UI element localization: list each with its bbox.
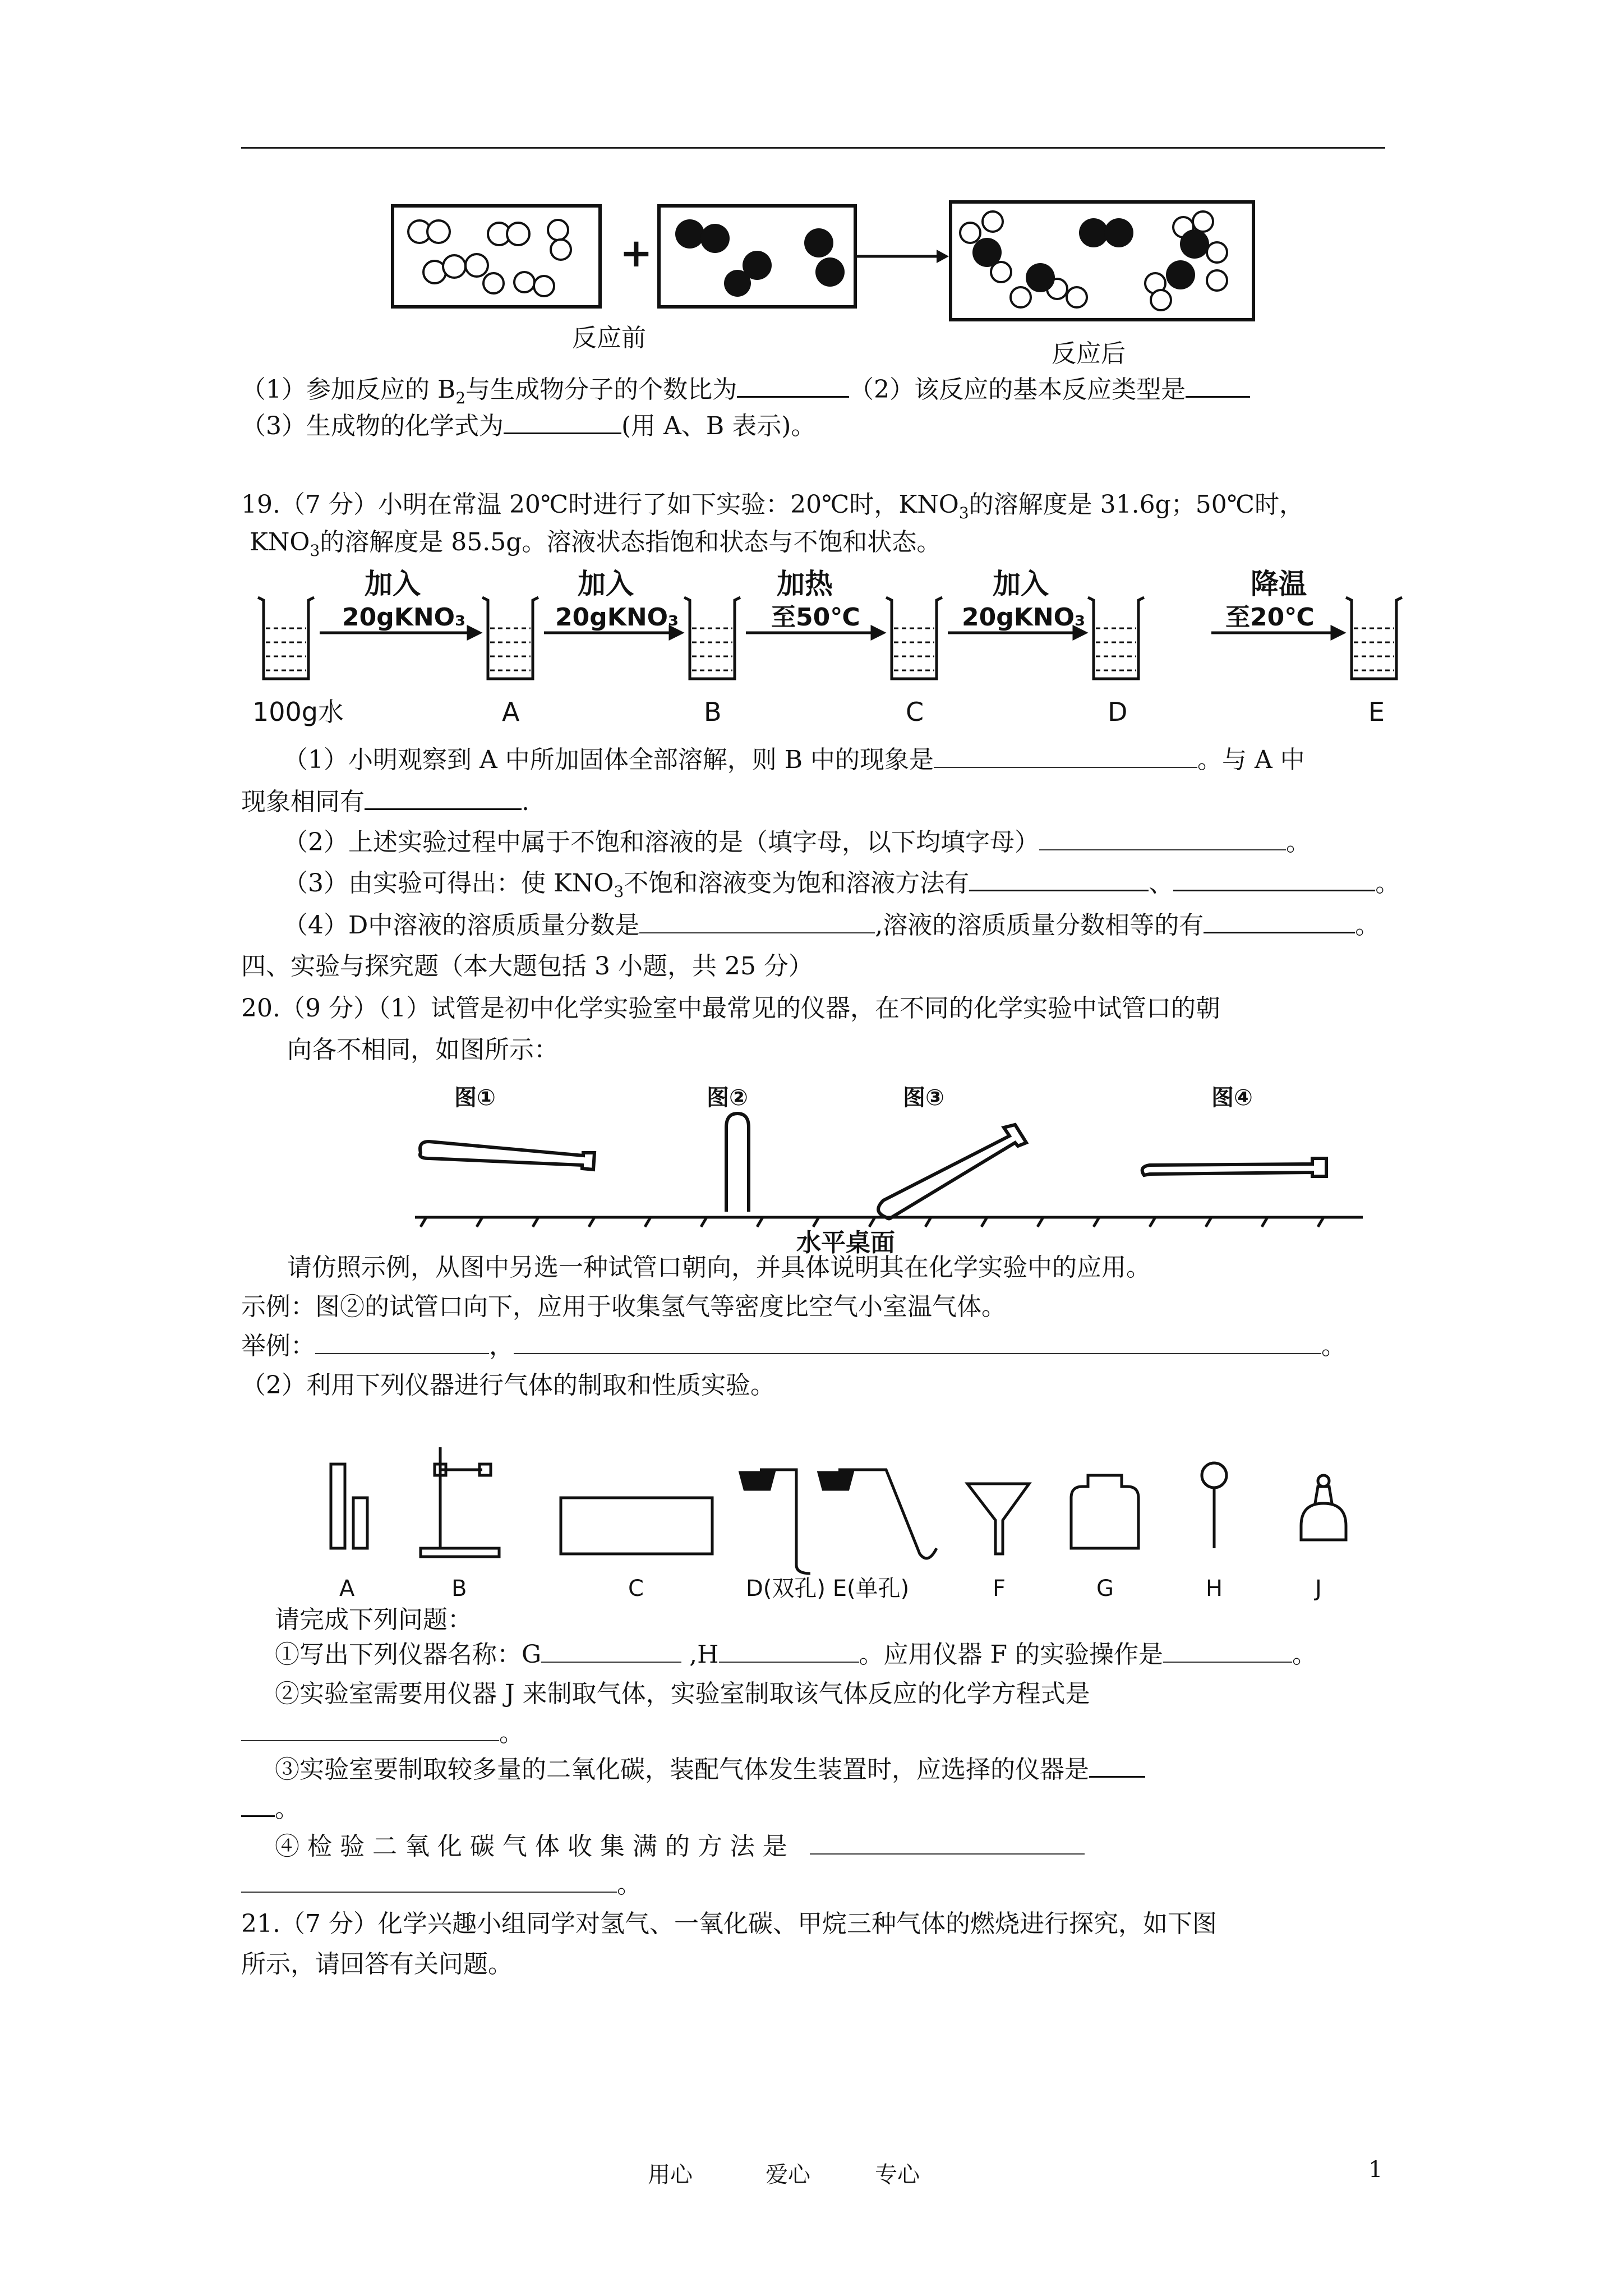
footer-motto-2: 爱心: [766, 2162, 810, 2188]
label-before: 反应前: [572, 324, 646, 352]
apparatus-c-trough: [561, 1498, 712, 1554]
step2-top: 加入: [578, 568, 634, 600]
q19-blank-method2[interactable]: [1173, 890, 1375, 891]
q20-answer: 举例： ， 。: [241, 1332, 1346, 1360]
q18-line1: （1）参加反应的 $B_2$与生成物分子的个数比为 （2）该反应的基本反应类型是: [241, 373, 1250, 415]
q19-s1-line1: （1）小明观察到 A 中所加固体全部溶解，则 B 中的现象是 。与 A 中: [283, 746, 1305, 774]
section-4-heading: 四、实验与探究题（本大题包括 3 小题，共 25 分）: [241, 952, 813, 981]
beaker-label-e: E: [1368, 697, 1385, 727]
step4-bottom: 20gKNO₃: [962, 603, 1086, 632]
apparatus-b-stand: [421, 1447, 499, 1557]
beaker-liquid: [266, 628, 1394, 670]
apparatus-label-a: A: [339, 1576, 355, 1602]
label-after: 反应后: [1052, 339, 1126, 367]
fig4-label: 图④: [1211, 1085, 1253, 1111]
q20-blank-equation[interactable]: [241, 1740, 499, 1741]
q18-blank-type[interactable]: [1186, 396, 1250, 398]
q20-blank-h-name[interactable]: [719, 1662, 859, 1663]
apparatus-label-c: C: [628, 1576, 644, 1602]
q19-blank-b-phenomenon[interactable]: [934, 767, 1197, 768]
test-tube-figure: [415, 1080, 1368, 1265]
beaker-label-water: 100g水: [252, 697, 344, 727]
q20-blank-f-operation[interactable]: [1163, 1662, 1292, 1663]
reaction-figure: [387, 199, 1262, 367]
q19-blank-mass-fraction[interactable]: [639, 932, 875, 933]
q19-s2: （2）上述实验过程中属于不饱和溶液的是（填字母，以下均填字母） 。: [283, 828, 1311, 857]
beaker-label-d: D: [1108, 697, 1128, 727]
q19-s3: （3）由实验可得出：使 $KNO_3$不饱和溶液变为饱和溶液方法有 、 。: [283, 869, 1400, 901]
q20-blank-apparatus-part2[interactable]: [241, 1815, 275, 1817]
q21-stem-line1: 21.（7 分）化学兴趣小组同学对氢气、一氧化碳、甲烷三种气体的燃烧进行探究，如下图: [241, 1910, 1217, 1938]
q20-complete: 请完成下列问题：: [275, 1605, 472, 1634]
apparatus-label-f: F: [993, 1576, 1006, 1602]
apparatus-label-b: B: [451, 1576, 467, 1602]
q21-stem-line2: 所示，请回答有关问题。: [241, 1950, 513, 1978]
apparatus-g-bottle: [1071, 1475, 1138, 1548]
tube-fig2: [726, 1114, 749, 1212]
table-label: 水平桌面: [796, 1228, 895, 1257]
apparatus-f-funnel: [967, 1484, 1029, 1554]
step1-bottom: 20gKNO₃: [342, 603, 466, 632]
q20-item2-line1: ②实验室需要用仪器 J 来制取气体，实验室制取该气体反应的化学方程式是: [275, 1680, 1090, 1708]
page-number: 1: [1368, 2157, 1383, 2183]
q20-item3-line1: ③实验室要制取较多量的二氧化碳，装配气体发生装置时，应选择的仪器是: [275, 1753, 1145, 1787]
fig2-label: 图②: [707, 1085, 748, 1111]
beaker-label-c: C: [906, 697, 924, 727]
beaker-label-b: B: [704, 697, 722, 727]
step5-top: 降温: [1251, 568, 1307, 600]
step3-bottom: 至50℃: [771, 603, 860, 632]
header-rule: [241, 147, 1385, 149]
step3-top: 加热: [777, 568, 833, 600]
q20-blank-check-method-part1[interactable]: [810, 1853, 1085, 1855]
footer-motto-1: 用心: [648, 2162, 693, 2188]
q20-item2-line2: 。: [241, 1717, 524, 1750]
q20-item3-line2: 。: [241, 1792, 299, 1826]
q20-stem-line2: 向各不相同，如图所示：: [287, 1036, 559, 1064]
q19-blank-unsaturated[interactable]: [1039, 849, 1286, 850]
q19-s1-line2: 现象相同有 .: [241, 788, 529, 816]
apparatus-label-h: H: [1206, 1576, 1223, 1602]
fig1-label: 图①: [454, 1085, 496, 1111]
apparatus-figure: [314, 1436, 1380, 1604]
beaker-label-a: A: [502, 697, 520, 727]
kno3-experiment-figure: [247, 567, 1436, 735]
q20-prompt: 请仿照示例，从图中另选一种试管口朝向，并具体说明其在化学实验中的应用。: [287, 1253, 1151, 1282]
tube-fig4: [1142, 1158, 1326, 1176]
q18-line2: （3）生成物的化学式为 (用 A、B 表示)。: [241, 412, 816, 440]
q18-blank-formula[interactable]: [504, 432, 621, 434]
q20-example: 示例：图②的试管口向下，应用于收集氢气等密度比空气小室温气体。: [241, 1292, 1006, 1321]
q20-blank-orientation[interactable]: [315, 1353, 489, 1354]
q20-part2: （2）利用下列仪器进行气体的制取和性质实验。: [241, 1371, 775, 1400]
apparatus-j-lamp: [1301, 1475, 1346, 1540]
plus-sign: +: [620, 230, 653, 276]
step5-bottom: 至20℃: [1225, 603, 1315, 632]
q19-stem-line2: $KNO_3$的溶解度是 85.5g。溶液状态指饱和状态与不饱和状态。: [250, 528, 942, 560]
q20-item4-line1: ④ 检 验 二 氧 化 碳 气 体 收 集 满 的 方 法 是: [275, 1830, 1085, 1864]
q20-blank-check-method-part2[interactable]: [241, 1892, 617, 1893]
apparatus-label-de: D(双孔) E(单孔): [746, 1576, 910, 1602]
step2-bottom: 20gKNO₃: [555, 603, 679, 632]
tube-fig3: [878, 1125, 1026, 1219]
apparatus-label-g: G: [1096, 1576, 1114, 1602]
q20-blank-g-name[interactable]: [541, 1662, 681, 1663]
q20-blank-apparatus-part1[interactable]: [1089, 1776, 1145, 1778]
q19-blank-same-as-a[interactable]: [365, 808, 522, 810]
apparatus-h-spoon: [1202, 1463, 1227, 1548]
apparatus-label-j: J: [1315, 1576, 1322, 1602]
q19-s4: （4）D中溶液的溶质质量分数是 ,溶液的溶质质量分数相等的有 。: [283, 911, 1380, 940]
apparatus-a-cylinder: [331, 1464, 367, 1548]
fig3-label: 图③: [903, 1085, 944, 1111]
q20-item1: ①写出下列仪器名称：G ,H 。应用仪器 F 的实验操作是 。: [275, 1640, 1317, 1669]
footer-motto-3: 专心: [875, 2162, 920, 2188]
q19-blank-equal-fraction[interactable]: [1204, 932, 1355, 933]
q18-blank-ratio[interactable]: [737, 396, 849, 398]
product-molecules: [960, 211, 1227, 310]
q19-blank-method1[interactable]: [969, 890, 1149, 891]
tube-fig1: [420, 1142, 594, 1170]
step1-top: 加入: [365, 568, 421, 600]
step4-top: 加入: [993, 568, 1049, 600]
q19-stem-line1: 19.（7 分）小明在常温 20℃时进行了如下实验：20℃时，$KNO_3$的溶解度是 31.6g；50℃时，: [241, 490, 1304, 522]
a2-molecules: [675, 219, 845, 297]
q20-item4-line2: 。: [241, 1868, 642, 1902]
b2-molecules: [408, 220, 571, 296]
q20-stem-line1: 20.（9 分）（1）试管是初中化学实验室中最常见的仪器，在不同的化学实验中试管口的朝: [241, 994, 1220, 1023]
q20-blank-application[interactable]: [514, 1353, 1321, 1354]
apparatus-d-e-stoppers-tubes: [740, 1470, 937, 1573]
